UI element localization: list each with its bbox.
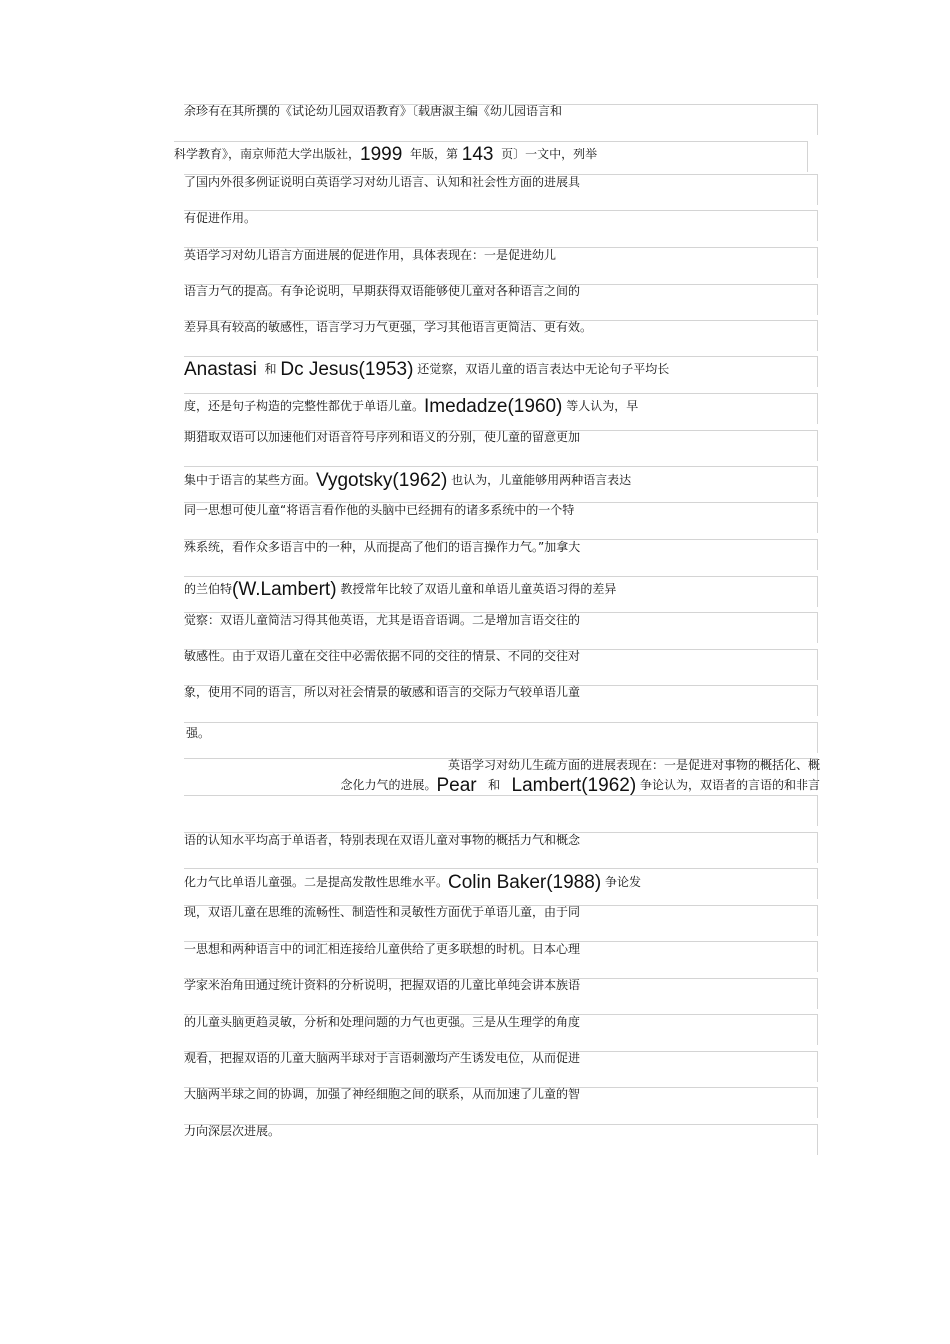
text-line: 英语学习对幼儿生疏方面的进展表现在：一是促进对事物的概括化、概 xyxy=(447,758,820,772)
text-line: 大脑两半球之间的协调，加强了神经细胞之间的联系，从而加速了儿童的智 xyxy=(184,1087,581,1101)
text-line: 同一思想可使儿童“将语言看作他的头脑中已经拥有的诸多系统中的一个特 xyxy=(184,503,575,517)
text-line: 观看，把握双语的儿童大脑两半球对于言语刺激均产生诱发电位，从而促进 xyxy=(184,1051,581,1065)
text-line: 的儿童头脑更趋灵敏，分析和处理问题的力气也更强。三是从生理学的角度 xyxy=(184,1015,581,1029)
text-line: 殊系统，看作众多语言中的一种，从而提高了他们的语言操作力气。”加拿大 xyxy=(184,540,581,554)
text-line: 觉察：双语儿童简洁习得其他英语，尤其是语音语调。二是增加言语交往的 xyxy=(184,613,581,627)
text-line: 余珍有在其所撰的《试论幼儿园双语教育》〔载唐淑主编《幼儿园语言和 xyxy=(184,104,563,118)
text-line: 集中于语言的某些方面。Vygotsky(1962) 也认为，儿童能够用两种语言表达 xyxy=(184,470,632,491)
text-line: 化力气比单语儿童强。二是提高发散性思维水平。Colin Baker(1988) 争论发 xyxy=(184,872,641,893)
text-line: 语言力气的提高。有争论说明，早期获得双语能够使儿童对各种语言之间的 xyxy=(184,284,581,298)
text-line: 差异具有较高的敏感性，语言学习力气更强，学习其他语言更简洁、更有效。 xyxy=(184,320,593,334)
row-frame xyxy=(184,210,818,241)
text-line: 强。 xyxy=(186,726,211,740)
text-line: 科学教育》，南京师范大学出版社，1999 年版，第 143 页〕一文中，列举 xyxy=(174,144,598,165)
text-line: 一思想和两种语言中的词汇相连接给儿童供给了更多联想的时机。日本心理 xyxy=(184,942,581,956)
text-line: 了国内外很多例证说明白英语学习对幼儿语言、认知和社会性方面的进展具 xyxy=(184,175,581,189)
text-line: 念化力气的进展。Pear 和 Lambert(1962) 争论认为，双语者的言语的和非言 xyxy=(340,775,820,796)
text-line: 的兰伯特(W.Lambert) 教授常年比较了双语儿童和单语儿童英语习得的差异 xyxy=(184,579,617,600)
text-line: 敏感性。由于双语儿童在交往中必需依据不同的交往的情景、不同的交往对 xyxy=(184,649,581,663)
row-frame xyxy=(184,795,818,826)
text-line: Anastasi 和 Dc Jesus(1953) 还觉察，双语儿童的语言表达中无论句子平均长 xyxy=(184,359,670,380)
text-line: 期猎取双语可以加速他们对语音符号序列和语义的分别，使儿童的留意更加 xyxy=(184,430,581,444)
text-line: 学家米治角田通过统计资料的分析说明，把握双语的儿童比单纯会讲本族语 xyxy=(184,978,581,992)
text-line: 英语学习对幼儿语言方面进展的促进作用，具体表现在：一是促进幼儿 xyxy=(184,248,557,262)
text-line: 有促进作用。 xyxy=(184,211,257,225)
row-frame xyxy=(184,722,818,753)
text-line: 度，还是句子构造的完整性都优于单语儿童。Imedadze(1960) 等人认为，早 xyxy=(184,396,639,417)
text-line: 力向深层次进展。 xyxy=(184,1124,281,1138)
text-line: 语的认知水平均高于单语者，特别表现在双语儿童对事物的概括力气和概念 xyxy=(184,833,581,847)
text-line: 象，使用不同的语言，所以对社会情景的敏感和语言的交际力气较单语儿童 xyxy=(184,685,581,699)
text-line: 现，双语儿童在思维的流畅性、制造性和灵敏性方面优于单语儿童，由于同 xyxy=(184,905,581,919)
